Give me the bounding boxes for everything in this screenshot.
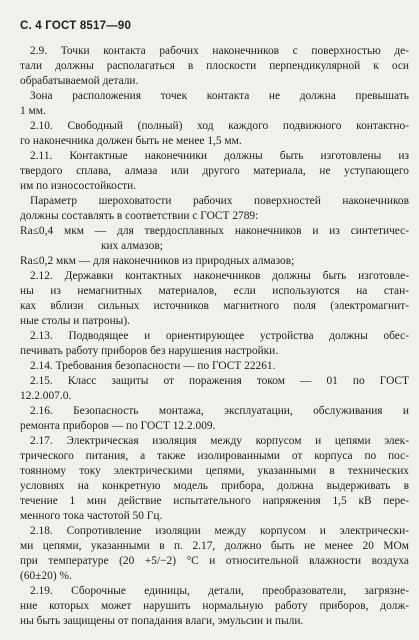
text-line: обрабатываемой детали. bbox=[20, 75, 139, 87]
text-line: 2.11. Контактные наконечники должны быть изготовлены из bbox=[30, 150, 409, 162]
page-header: С. 4 ГОСТ 8517—90 bbox=[20, 20, 132, 32]
text-line: 2.13. Подводящее и ориентирующее устройства должны обес- bbox=[30, 330, 409, 342]
text-line: условиях на конкретную модель прибора, должна выдерживать в bbox=[20, 480, 409, 492]
text-line: ках вблизи сильных источников магнитного поля (электромагнит- bbox=[20, 300, 409, 312]
text-line: 2.14. Требования безопасности — по ГОСТ 22261. bbox=[30, 360, 276, 372]
text-line: ние которых может нарушить нормальную работу приборов, долж- bbox=[20, 600, 409, 612]
text-line: менного тока частотой 50 Гц. bbox=[20, 510, 163, 522]
text-line: 2.15. Класс защиты от поражения током — 01 по ГОСТ bbox=[30, 375, 409, 387]
text-line: при температуре (20 +5/−2) °С и относительной влажности воздуха bbox=[20, 555, 409, 567]
text-line: должны составлять в соответствии с ГОСТ 2789: bbox=[20, 210, 259, 222]
text-line: твердого сплава, алмаза или другого материала, не уступающего bbox=[20, 165, 409, 177]
text-line: го наконечника должен быть не менее 1,5 мм. bbox=[20, 135, 242, 147]
text-line: 2.10. Свободный (полный) ход каждого подвижного контактно- bbox=[30, 120, 409, 132]
text-line: 2.12. Державки контактных наконечников должны быть изготовле- bbox=[30, 270, 409, 282]
text-line: Ra≤0,2 мкм — для наконечников из природных алмазов; bbox=[20, 255, 295, 267]
text-line: ны быть защищены от попадания влаги, эмульсии и пыли. bbox=[20, 615, 304, 627]
text-line: трического питания, а также изолированными от корпуса по пос- bbox=[20, 450, 409, 462]
text-line: 12.2.007.0. bbox=[20, 390, 72, 402]
text-line: тоянному току электрическими цепями, указанными в технических bbox=[20, 465, 409, 477]
text-line: 2.9. Точки контакта рабочих наконечников с поверхностью де- bbox=[30, 45, 409, 57]
text-line: Ra≤0,4 мкм — для твердосплавных наконечников и из синтетичес- bbox=[20, 225, 409, 237]
text-line: печивать работу приборов без нарушения настройки. bbox=[20, 345, 279, 357]
text-line: 2.19. Сборочные единицы, детали, преобразователи, загрязне- bbox=[30, 585, 409, 597]
text-line: Параметр шероховатости рабочих поверхностей наконечников bbox=[30, 195, 409, 207]
text-line: ких алмазов; bbox=[101, 240, 163, 252]
text-line: тали должны располагаться в плоскости перпендикулярной к оси bbox=[20, 60, 409, 72]
text-line: 2.18. Сопротивление изоляции между корпусом и электрически- bbox=[30, 525, 409, 537]
text-line: ны из немагнитных материалов, если используются на стан- bbox=[20, 285, 409, 297]
text-line: течение 1 мин действие испытательного напряжения 1,5 кВ пере- bbox=[20, 495, 409, 507]
text-line: ремонта приборов — по ГОСТ 12.2.009. bbox=[20, 420, 216, 432]
text-line: им по износостойкости. bbox=[20, 180, 137, 192]
text-line: Зона расположения точек контакта не должна превышать bbox=[30, 90, 409, 102]
text-line: 2.17. Электрическая изоляция между корпусом и цепями элек- bbox=[30, 435, 409, 447]
text-line: 1 мм. bbox=[20, 105, 46, 117]
text-line: ми цепями, указанными в п. 2.17, должно быть не менее 20 МОм bbox=[20, 540, 409, 552]
text-line: (60±20) %. bbox=[20, 570, 72, 582]
text-line: ные столы и патроны). bbox=[20, 315, 130, 327]
text-line: 2.16. Безопасность монтажа, эксплуатации, обслуживания и bbox=[30, 405, 409, 417]
